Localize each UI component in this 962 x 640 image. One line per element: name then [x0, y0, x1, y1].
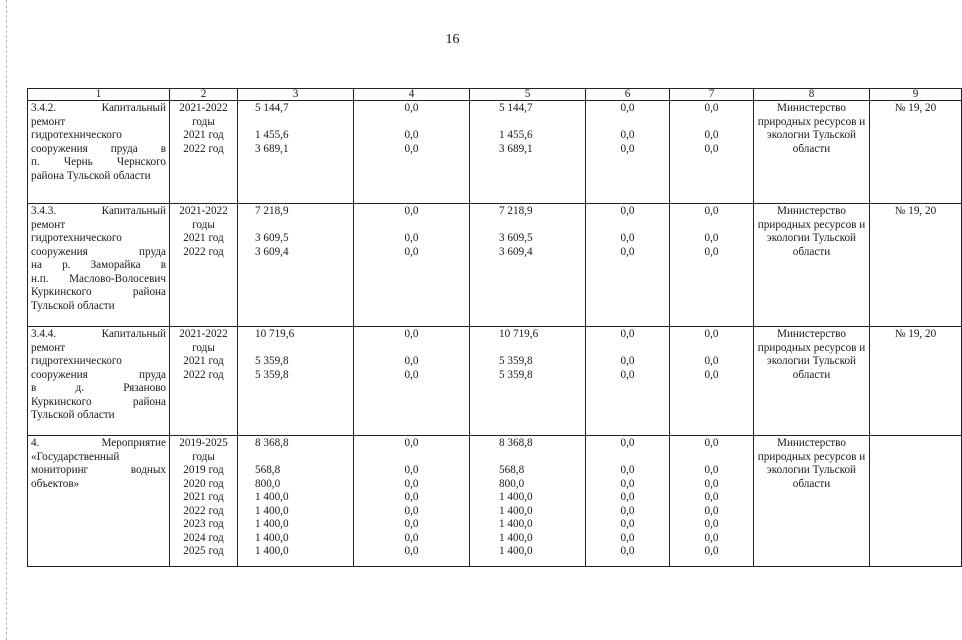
regional-cell-value: 1 400,0 — [499, 531, 533, 544]
federal-cell-value — [357, 342, 466, 356]
measure-name-line: сооружения пруда в — [31, 142, 166, 155]
measure-name-line: района Тульской области — [31, 169, 151, 182]
federal-cell — [354, 327, 470, 436]
period-cell-value: годы — [192, 115, 215, 128]
federal-cell-value: 0,0 — [404, 504, 419, 517]
total-cell-value: 5 359,8 — [255, 355, 289, 367]
other-cell-value: 0,0 — [704, 205, 719, 217]
other-cell-value: 0,0 — [704, 504, 719, 517]
period-cell — [170, 436, 238, 567]
federal-cell-value: 0,0 — [404, 142, 419, 155]
total-cell-value: 8 368,8 — [255, 437, 289, 449]
period-cell-value: 2020 год — [183, 477, 224, 490]
regional-cell-value: 1 400,0 — [499, 504, 533, 517]
other-cell-value: 0,0 — [704, 477, 719, 490]
total-cell-value: 1 400,0 — [255, 504, 289, 517]
federal-cell-value: 0,0 — [404, 437, 419, 449]
local-cell-value: 0,0 — [620, 464, 635, 476]
measure-name-cell — [28, 101, 170, 204]
federal-cell-value: 0,0 — [404, 102, 419, 114]
period-cell-value: 2022 год — [183, 142, 224, 155]
period-cell-value: 2022 год — [183, 368, 224, 381]
table-row — [28, 436, 962, 567]
header-cell: 1 — [28, 89, 170, 101]
period-cell-value: 2021-2022 — [179, 328, 228, 340]
total-cell — [238, 204, 354, 327]
total-cell-value: 1 400,0 — [255, 531, 289, 544]
table-row — [28, 101, 962, 204]
local-cell-value: 0,0 — [620, 102, 635, 114]
federal-cell — [354, 101, 470, 204]
responsible-org-cell: Министерство природных ресурсов и экологии Тульской области — [754, 436, 870, 567]
period-cell-value: годы — [192, 450, 215, 463]
table-header-row — [28, 89, 962, 101]
federal-cell-value — [357, 219, 466, 233]
regional-cell-value: 1 455,6 — [499, 129, 533, 141]
total-cell-value: 3 689,1 — [255, 142, 289, 155]
period-cell-value: 2021 год — [183, 491, 224, 503]
regional-cell-value: 10 719,6 — [499, 328, 539, 340]
federal-cell — [354, 436, 470, 567]
header-cell: 7 — [670, 89, 754, 101]
local-cell-value: 0,0 — [620, 129, 635, 141]
federal-cell-value: 0,0 — [404, 477, 419, 490]
measure-name-line: в д. Рязаново — [31, 382, 166, 394]
total-cell — [238, 101, 354, 204]
regional-cell — [470, 204, 586, 327]
period-cell-value: 2021 год — [183, 129, 224, 141]
regional-cell-value: 3 609,4 — [499, 245, 533, 258]
federal-cell-value: 0,0 — [404, 129, 419, 141]
local-cell-value: 0,0 — [620, 245, 635, 258]
total-cell-value — [241, 219, 350, 233]
regional-cell-value: 5 359,8 — [499, 355, 533, 367]
local-cell-value: 0,0 — [620, 142, 635, 155]
regional-cell-value: 568,8 — [499, 464, 525, 476]
local-cell-value: 0,0 — [620, 545, 635, 557]
local-cell-value: 0,0 — [620, 437, 635, 449]
measure-name-line: «Государственный — [31, 450, 120, 463]
period-cell-value: 2021-2022 — [179, 102, 228, 114]
other-cell — [670, 204, 754, 327]
other-cell-value: 0,0 — [704, 232, 719, 244]
other-cell-value — [673, 342, 750, 356]
period-cell — [170, 204, 238, 327]
local-cell-value — [589, 342, 666, 356]
regional-cell-value: 3 689,1 — [499, 142, 533, 155]
regional-cell-value: 1 400,0 — [499, 545, 533, 557]
period-cell-value: 2025 год — [183, 545, 224, 557]
total-cell-value: 3 609,5 — [255, 232, 289, 244]
federal-cell-value: 0,0 — [404, 518, 419, 530]
local-cell-value: 0,0 — [620, 491, 635, 503]
responsible-org-cell: Министерство природных ресурсов и экологии Тульской области — [754, 101, 870, 204]
period-cell-value: 2021 год — [183, 232, 224, 244]
measure-name-line: ремонт — [31, 341, 66, 354]
regional-cell-value: 5 144,7 — [499, 102, 533, 114]
total-cell-value: 3 609,4 — [255, 245, 289, 258]
header-cell: 6 — [586, 89, 670, 101]
regional-cell — [470, 101, 586, 204]
other-cell-value: 0,0 — [704, 491, 719, 503]
local-cell-value: 0,0 — [620, 477, 635, 490]
local-cell-value: 0,0 — [620, 205, 635, 217]
header-cell: 2 — [170, 89, 238, 101]
federal-cell-value: 0,0 — [404, 531, 419, 544]
other-cell-value: 0,0 — [704, 355, 719, 367]
federal-cell-value: 0,0 — [404, 491, 419, 503]
measure-name-line: Тульской области — [31, 299, 115, 312]
local-cell-value — [589, 451, 666, 465]
measure-name-line: объектов» — [31, 477, 80, 490]
other-cell-value — [673, 451, 750, 465]
header-cell: 4 — [354, 89, 470, 101]
local-cell-value: 0,0 — [620, 355, 635, 367]
responsible-org-cell: Министерство природных ресурсов и экологии Тульской области — [754, 327, 870, 436]
local-cell-value — [589, 116, 666, 130]
header-cell: 3 — [238, 89, 354, 101]
period-cell-value: 2021-2022 — [179, 205, 228, 217]
period-cell-value: 2024 год — [183, 531, 224, 544]
measure-name-line: на р. Заморайка в — [31, 259, 166, 271]
regional-cell-value: 8 368,8 — [499, 437, 533, 449]
total-cell-value: 10 719,6 — [255, 328, 295, 340]
other-cell-value: 0,0 — [704, 368, 719, 381]
measure-name-line: п. Чернь Чернского — [31, 156, 166, 168]
measure-name-cell — [28, 327, 170, 436]
table-row — [28, 327, 962, 436]
regional-cell-value — [473, 342, 582, 356]
measure-name-line: мониторинг водных — [31, 464, 166, 476]
period-cell-value: 2021 год — [183, 355, 224, 367]
local-cell-value: 0,0 — [620, 368, 635, 381]
regional-cell-value: 1 400,0 — [499, 491, 533, 503]
other-cell-value — [673, 116, 750, 130]
measure-name-line: 3.4.2. Капитальный — [31, 102, 166, 114]
period-cell-value: годы — [192, 218, 215, 231]
total-cell-value — [241, 451, 350, 465]
regional-cell-value: 800,0 — [499, 477, 525, 490]
total-cell-value — [241, 116, 350, 130]
other-cell-value: 0,0 — [704, 545, 719, 557]
header-cell: 9 — [870, 89, 962, 101]
other-cell-value — [673, 219, 750, 233]
total-cell-value: 1 400,0 — [255, 518, 289, 530]
other-cell — [670, 327, 754, 436]
regional-cell-value: 5 359,8 — [499, 368, 533, 381]
local-cell-value — [589, 219, 666, 233]
federal-cell-value: 0,0 — [404, 205, 419, 217]
measure-name-cell — [28, 204, 170, 327]
period-cell-value: 2023 год — [183, 518, 224, 530]
federal-cell-value: 0,0 — [404, 328, 419, 340]
measure-name-line: 3.4.4. Капитальный — [31, 328, 166, 340]
federal-cell-value: 0,0 — [404, 245, 419, 258]
header-cell: 5 — [470, 89, 586, 101]
other-cell — [670, 101, 754, 204]
local-cell — [586, 204, 670, 327]
measure-name-line: гидротехнического — [31, 129, 122, 141]
federal-cell — [354, 204, 470, 327]
other-cell — [670, 436, 754, 567]
measure-name-line: Куркинского района — [31, 286, 166, 298]
period-cell-value: 2019-2025 — [179, 437, 228, 449]
local-cell — [586, 327, 670, 436]
other-cell-value: 0,0 — [704, 245, 719, 258]
local-cell-value: 0,0 — [620, 328, 635, 340]
total-cell-value: 568,8 — [255, 464, 281, 476]
federal-cell-value — [357, 451, 466, 465]
measure-name-line: гидротехнического — [31, 232, 122, 244]
other-cell-value: 0,0 — [704, 531, 719, 544]
reference-cell: № 19, 20 — [870, 204, 962, 327]
other-cell-value: 0,0 — [704, 102, 719, 114]
federal-cell-value: 0,0 — [404, 545, 419, 557]
margin-mark — [6, 0, 8, 640]
regional-cell-value — [473, 451, 582, 465]
local-cell-value: 0,0 — [620, 518, 635, 530]
local-cell-value: 0,0 — [620, 531, 635, 544]
measure-name-cell — [28, 436, 170, 567]
total-cell-value: 7 218,9 — [255, 205, 289, 217]
regional-cell-value: 3 609,5 — [499, 232, 533, 244]
regional-cell-value — [473, 219, 582, 233]
reference-cell — [870, 436, 962, 567]
other-cell-value: 0,0 — [704, 518, 719, 530]
local-cell — [586, 101, 670, 204]
local-cell — [586, 436, 670, 567]
total-cell — [238, 436, 354, 567]
measure-name-line: ремонт — [31, 218, 66, 231]
period-cell — [170, 101, 238, 204]
total-cell-value: 1 455,6 — [255, 129, 289, 141]
other-cell-value: 0,0 — [704, 437, 719, 449]
total-cell-value: 800,0 — [255, 477, 281, 490]
page-number: 16 — [445, 32, 460, 47]
reference-cell: № 19, 20 — [870, 327, 962, 436]
reference-cell: № 19, 20 — [870, 101, 962, 204]
other-cell-value: 0,0 — [704, 328, 719, 340]
federal-cell-value: 0,0 — [404, 368, 419, 381]
federal-cell-value — [357, 116, 466, 130]
total-cell-value: 5 359,8 — [255, 368, 289, 381]
regional-cell-value: 1 400,0 — [499, 518, 533, 530]
federal-cell-value: 0,0 — [404, 355, 419, 367]
other-cell-value: 0,0 — [704, 464, 719, 476]
measure-name-line: 3.4.3. Капитальный — [31, 205, 166, 217]
local-cell-value: 0,0 — [620, 504, 635, 517]
total-cell-value: 5 144,7 — [255, 102, 289, 114]
responsible-org-cell: Министерство природных ресурсов и экологии Тульской области — [754, 204, 870, 327]
measure-name-line: сооружения пруда — [31, 368, 166, 381]
total-cell-value — [241, 342, 350, 356]
other-cell-value: 0,0 — [704, 129, 719, 141]
period-cell — [170, 327, 238, 436]
total-cell-value: 1 400,0 — [255, 491, 289, 503]
regional-cell-value: 7 218,9 — [499, 205, 533, 217]
measure-name-line: Тульской области — [31, 409, 115, 421]
measure-name-line: 4. Мероприятие — [31, 437, 166, 449]
total-cell — [238, 327, 354, 436]
header-cell: 8 — [754, 89, 870, 101]
total-cell-value: 1 400,0 — [255, 545, 289, 557]
local-cell-value: 0,0 — [620, 232, 635, 244]
other-cell-value: 0,0 — [704, 142, 719, 155]
table-row — [28, 204, 962, 327]
regional-cell — [470, 436, 586, 567]
federal-cell-value: 0,0 — [404, 232, 419, 244]
period-cell-value: 2022 год — [183, 504, 224, 517]
measure-name-line: ремонт — [31, 115, 66, 128]
period-cell-value: 2022 год — [183, 245, 224, 258]
federal-cell-value: 0,0 — [404, 464, 419, 476]
measure-name-line: н.п. Маслово-Волосевич — [31, 272, 166, 285]
regional-cell — [470, 327, 586, 436]
regional-cell-value — [473, 116, 582, 130]
measure-name-line: Куркинского района — [31, 395, 166, 408]
measure-name-line: сооружения пруда — [31, 245, 166, 258]
measure-name-line: гидротехнического — [31, 355, 122, 367]
period-cell-value: годы — [192, 341, 215, 354]
program-table — [27, 88, 962, 567]
period-cell-value: 2019 год — [183, 464, 224, 476]
